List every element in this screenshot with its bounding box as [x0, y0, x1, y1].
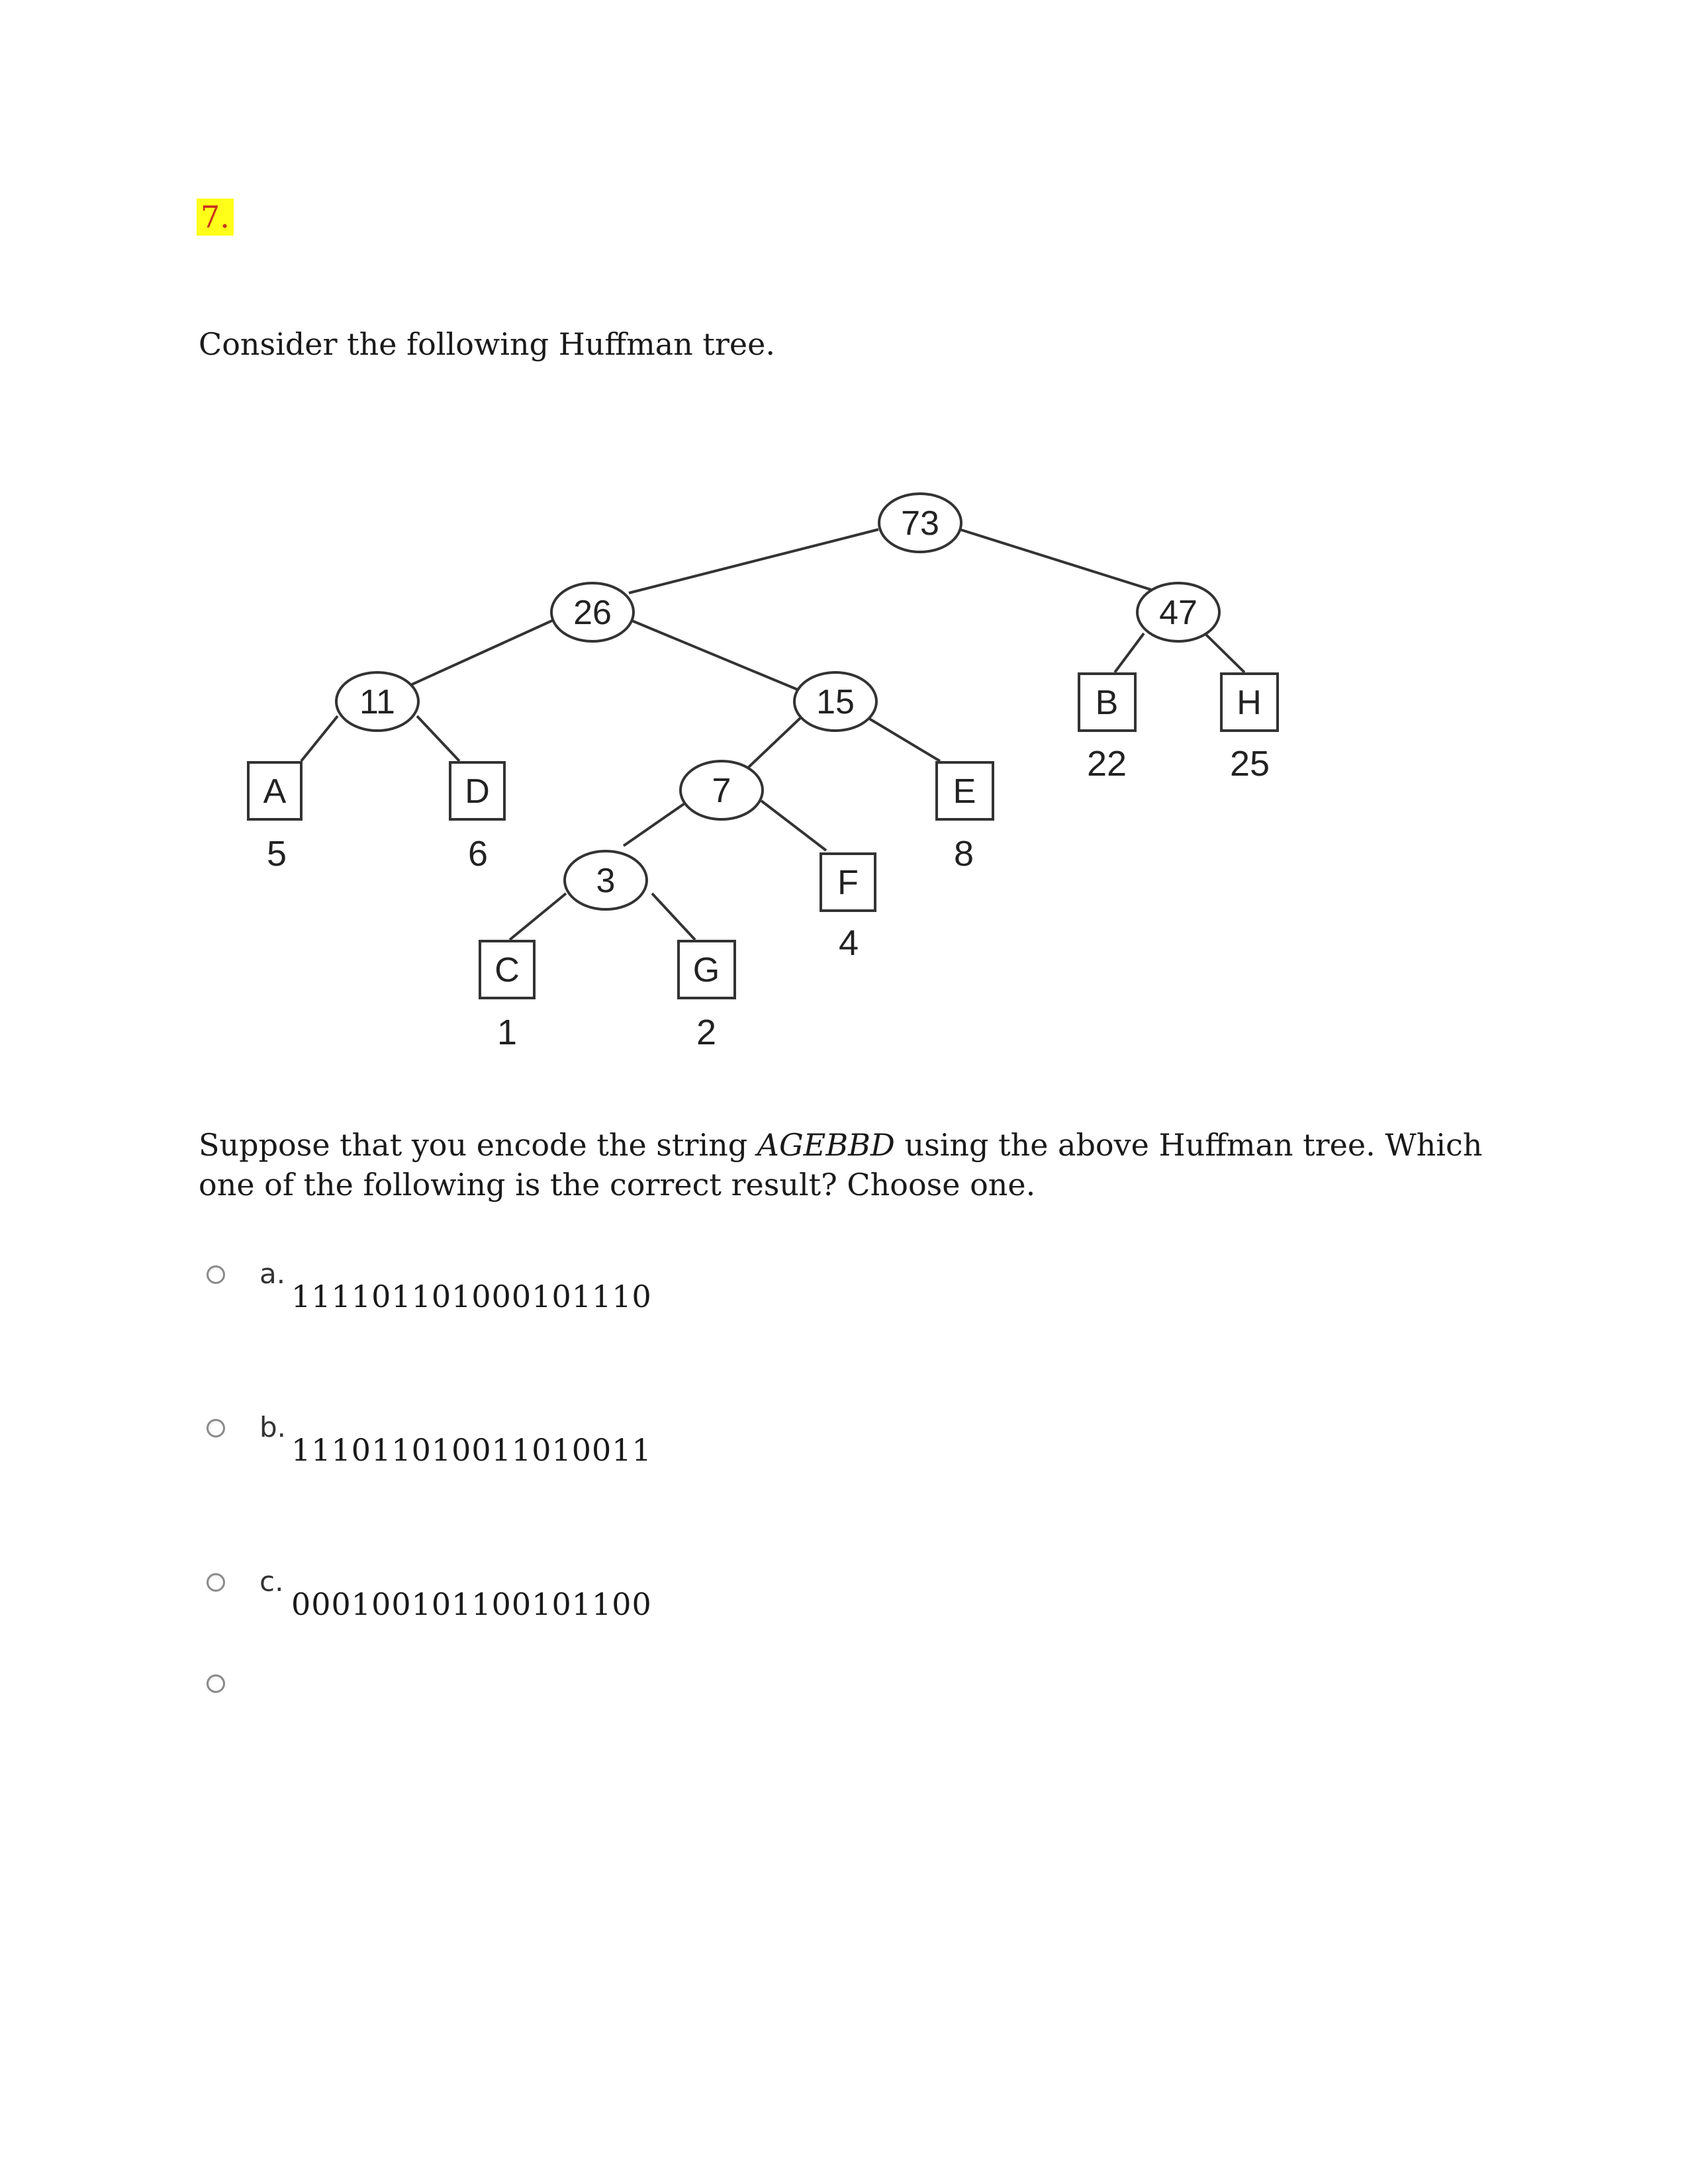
edge-47-B: [1115, 633, 1144, 672]
question-intro: Consider the following Huffman tree.: [199, 326, 775, 362]
edge-73-26: [629, 529, 878, 593]
option-value-a: 111101101000101110: [291, 1279, 652, 1314]
svg-text:11: 11: [359, 683, 395, 721]
tree-edges: [301, 529, 1244, 940]
tree-leaf-G: [679, 941, 735, 1052]
edge-15-7: [748, 717, 801, 768]
svg-text:5: 5: [266, 834, 287, 874]
prompt-encoded-string: AGEBBD: [757, 1127, 895, 1163]
tree-leaf-F: [821, 854, 875, 963]
svg-text:F: F: [837, 864, 859, 902]
svg-text:25: 25: [1229, 744, 1270, 784]
edge-7-F: [761, 801, 826, 850]
tree-leaf-C: [480, 941, 534, 1052]
svg-text:C: C: [494, 951, 520, 989]
edge-3-C: [510, 893, 566, 940]
tree-leaf-A: [248, 762, 301, 874]
radio-button-b[interactable]: [207, 1419, 225, 1437]
svg-text:6: 6: [467, 834, 489, 874]
svg-text:3: 3: [596, 862, 616, 900]
svg-text:G: G: [692, 951, 720, 989]
tree-node-11: [336, 672, 418, 731]
tree-node-26: [551, 583, 633, 641]
tree-leaf-H: [1221, 674, 1278, 784]
svg-text:47: 47: [1159, 594, 1197, 632]
edge-7-3: [624, 801, 688, 846]
question-prompt: [199, 1125, 1489, 1205]
svg-text:A: A: [263, 772, 287, 811]
svg-text:22: 22: [1086, 744, 1127, 784]
tree-node-7: [680, 761, 763, 819]
edge-3-G: [652, 893, 695, 940]
svg-text:8: 8: [953, 834, 974, 874]
svg-text:E: E: [953, 772, 976, 811]
svg-text:4: 4: [838, 923, 859, 963]
tree-leaf-D: [450, 762, 504, 874]
option-value-c: 000100101100101100: [291, 1586, 652, 1622]
tree-node-3: [565, 851, 647, 909]
svg-text:2: 2: [696, 1013, 717, 1052]
radio-button-a[interactable]: [207, 1265, 225, 1284]
tree-leaves: [248, 674, 1278, 1052]
edge-11-D: [417, 716, 459, 761]
edge-26-11: [400, 619, 555, 690]
prompt-text-before: Suppose that you encode the string: [199, 1127, 757, 1163]
svg-text:B: B: [1095, 684, 1119, 722]
radio-button-c[interactable]: [207, 1573, 225, 1592]
tree-node-73: [879, 494, 961, 552]
edge-15-E: [867, 717, 940, 761]
edge-11-A: [301, 716, 338, 761]
edge-26-15: [632, 621, 798, 690]
question-number: 7.: [197, 199, 234, 236]
svg-text:1: 1: [496, 1013, 518, 1052]
tree-leaf-B: [1079, 674, 1135, 784]
option-label-a: a.: [259, 1257, 286, 1290]
svg-text:D: D: [465, 772, 490, 811]
radio-button-d[interactable]: [207, 1674, 225, 1693]
svg-text:26: 26: [573, 594, 612, 632]
option-label-b: b.: [259, 1411, 287, 1443]
option-label-c: c.: [259, 1565, 284, 1598]
edge-47-H: [1205, 633, 1244, 672]
tree-node-15: [794, 672, 876, 731]
option-value-b: 111011010011010011: [291, 1432, 652, 1468]
svg-text:H: H: [1237, 684, 1262, 722]
svg-text:7: 7: [712, 772, 731, 810]
tree-leaf-E: [937, 762, 993, 874]
svg-text:73: 73: [901, 504, 939, 543]
prompt-text-after: using the above Huffman tree. Which one of the following is the correct result? Choose one.: [199, 1127, 1483, 1203]
tree-node-47: [1137, 583, 1219, 641]
svg-text:15: 15: [816, 683, 855, 721]
edge-73-47: [960, 529, 1164, 594]
